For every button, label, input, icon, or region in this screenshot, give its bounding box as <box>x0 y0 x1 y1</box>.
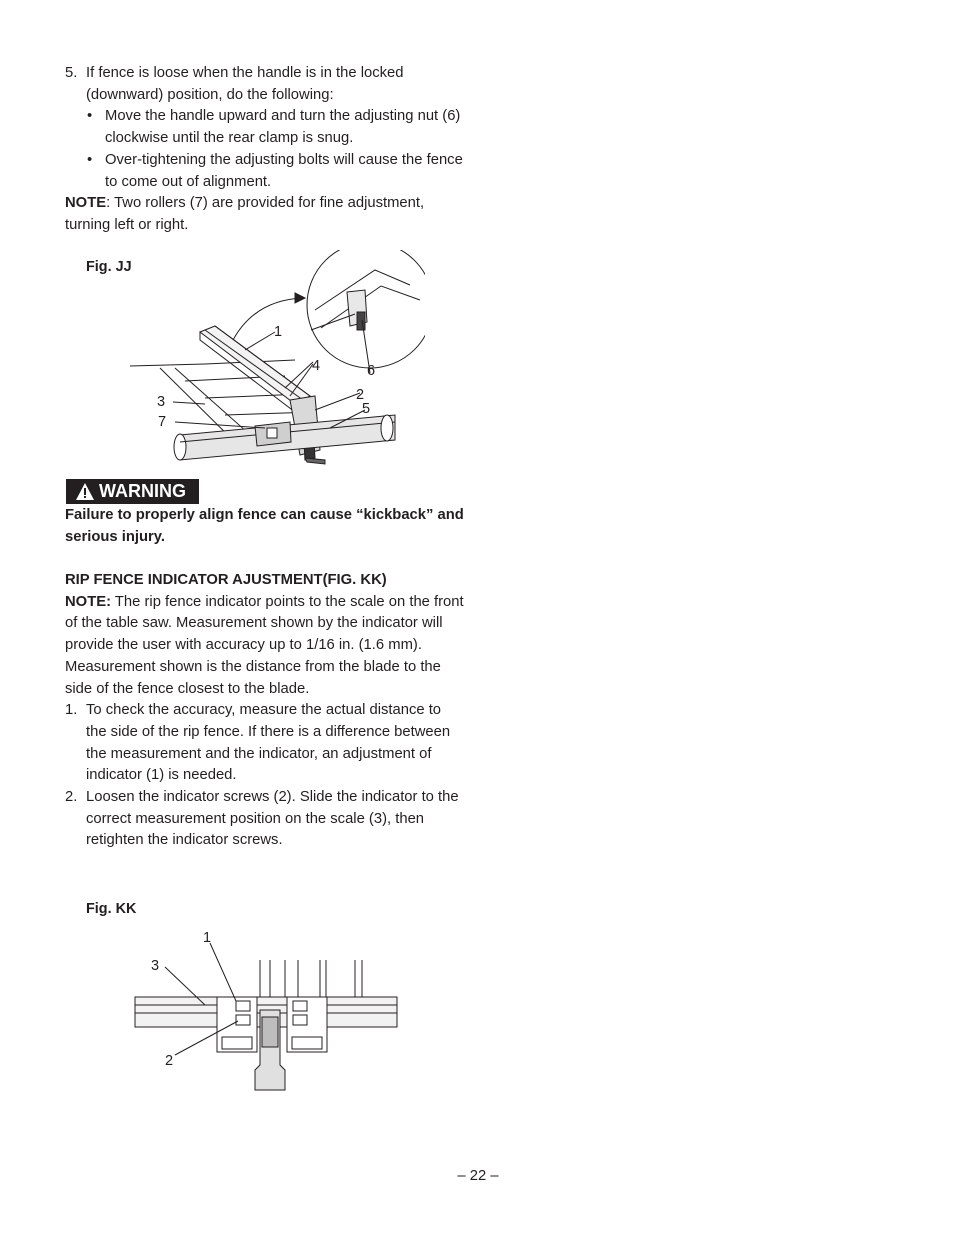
section-heading: RIP FENCE INDICATOR AJUSTMENT(FIG. KK) <box>65 572 387 588</box>
fig-kk-callout-2: 2 <box>165 1053 174 1069</box>
bullet-text: Over-tightening the adjusting bolts will cause the fence to come out of alignment. <box>105 151 463 190</box>
step-5-number: 5. <box>65 65 78 81</box>
step-number: 1. <box>65 702 78 719</box>
step-5-block <box>65 63 465 237</box>
page-number: – 22 – <box>457 1168 499 1184</box>
warning-badge <box>66 479 199 504</box>
note-text: The rip fence indicator points to the scale on the front of the table saw. Measurement shown by the indicator will provide the user with accuracy up to 1/16 in. (1.6 mm). Measurement shown is the distance from the blade to the side of the fence closest to the blade. <box>65 593 464 697</box>
warning-triangle-icon <box>75 482 95 501</box>
rip-fence-note <box>65 592 465 701</box>
rip-step-2 <box>65 787 465 852</box>
note-text: : Two rollers (7) are provided for fine adjustment, turning left or right. <box>65 195 425 233</box>
step-5-text: If fence is loose when the handle is in the locked (downward) position, do the following: <box>86 65 404 103</box>
fig-kk-callout-1: 1 <box>203 930 212 946</box>
fig-kk-callout-3: 3 <box>151 958 160 974</box>
note-label: NOTE <box>65 195 107 212</box>
fig-jj-callout-7: 7 <box>158 414 167 430</box>
bullet-icon: • <box>87 151 93 168</box>
bullet-text: Move the handle upward and turn the adjusting nut (6) clockwise until the rear clamp is snug. <box>105 108 461 147</box>
rip-fence-section <box>65 570 465 852</box>
fig-jj-label: Fig. JJ <box>86 259 132 275</box>
fig-jj-callout-1: 1 <box>274 324 283 340</box>
step-text: To check the accuracy, measure the actual distance to the side of the rip fence. If there is a difference between the measurement and the indicator, an adjustment of indicator (1) is needed. <box>86 702 451 784</box>
fig-jj-illustration <box>125 250 425 470</box>
warning-label: WARNING <box>99 481 186 501</box>
fig-kk-label: Fig. KK <box>86 901 137 917</box>
fig-jj-callout-5: 5 <box>362 401 371 417</box>
warning-text: Failure to properly align fence can cause “kickback” and serious injury. <box>65 507 464 545</box>
fig-jj-callout-4: 4 <box>312 358 321 374</box>
note-label: NOTE: <box>65 593 112 610</box>
step-5-bullet-2 <box>65 150 465 193</box>
fig-kk-illustration <box>130 925 405 1095</box>
fig-jj-callout-6: 6 <box>367 363 376 379</box>
step-5 <box>65 63 465 106</box>
note-rollers <box>65 193 465 236</box>
rip-step-1 <box>65 700 465 787</box>
step-number: 2. <box>65 789 78 806</box>
step-5-bullet-1 <box>65 106 465 149</box>
bullet-icon: • <box>87 108 93 125</box>
fig-jj-callout-2: 2 <box>356 387 365 403</box>
fig-jj-callout-3: 3 <box>157 394 166 410</box>
step-text: Loosen the indicator screws (2). Slide the indicator to the correct measurement position on the scale (3), then retighten the indicator screws. <box>86 789 459 849</box>
